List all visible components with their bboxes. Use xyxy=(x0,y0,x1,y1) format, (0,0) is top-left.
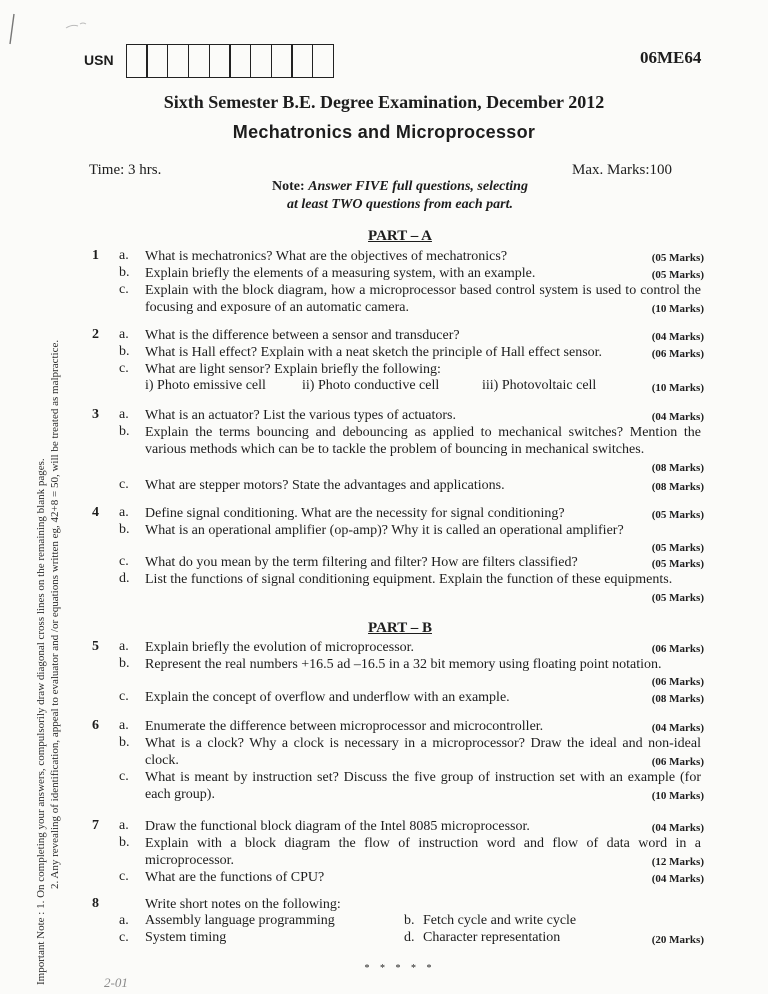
question-text: What do you mean by the term filtering and filter? How are filters classified? xyxy=(145,555,578,570)
question-text: Explain with the block diagram, how a microprocessor based control system is used to control the focusing and exposure of an automatic camera. xyxy=(145,283,701,315)
sub-label: c. xyxy=(119,869,129,884)
marks: (05 Marks) xyxy=(651,542,704,554)
marks: (05 Marks) xyxy=(651,269,704,281)
question-text: What is Hall effect? Explain with a neat sketch the principle of Hall effect sensor. xyxy=(145,345,603,360)
side-important-note xyxy=(34,225,62,985)
question-text: What is meant by instruction set? Discuss the five group of instruction set with an example (for each group). xyxy=(145,770,701,802)
marks: (04 Marks) xyxy=(651,411,704,423)
sub-label: b. xyxy=(119,265,130,280)
marks: (05 Marks) xyxy=(651,252,704,264)
usn-boxes[interactable] xyxy=(127,44,334,78)
usn-box[interactable] xyxy=(167,44,189,78)
question-number: 7 xyxy=(92,818,99,833)
part-b-heading: PART – B xyxy=(368,620,432,636)
note-prefix: Note: xyxy=(272,179,309,194)
question-text: Explain the terms bouncing and debouncing as applied to mechanical switches? Mention the various methods which can be to tackle the problem of bouncing in mechanical switches. xyxy=(145,425,701,457)
marks: (20 Marks) xyxy=(651,934,704,946)
marks: (06 Marks) xyxy=(651,676,704,688)
side-note-line-2: 2. Any revealing of identification, appeal to evaluator and /or equations written eg, 42+8 = 50, will be treated as malpractice. xyxy=(49,339,61,889)
question-text: What are light sensor? Explain briefly the following: xyxy=(145,362,441,377)
max-marks: Max. Marks:100 xyxy=(572,162,672,178)
sub-label: b. xyxy=(119,344,130,359)
sub-label: b. xyxy=(119,522,130,537)
marks: (04 Marks) xyxy=(651,722,704,734)
handwritten-mark: 2-01 xyxy=(104,975,128,990)
question-text: What is the difference between a sensor and transducer? xyxy=(145,328,460,343)
sub-label: a. xyxy=(119,407,129,422)
sub-label: b. xyxy=(119,656,130,671)
question-number: 1 xyxy=(92,248,99,263)
question-number: 5 xyxy=(92,639,99,654)
sub-label: d. xyxy=(404,930,415,945)
usn-box[interactable] xyxy=(126,44,148,78)
option-item: iii) Photovoltaic cell xyxy=(482,378,597,393)
subject-title: Mechatronics and Microprocessor xyxy=(232,122,536,142)
exam-title: Sixth Semester B.E. Degree Examination, December 2012 xyxy=(163,92,605,112)
marks: (05 Marks) xyxy=(651,592,704,604)
sub-label: a. xyxy=(119,718,129,733)
marks: (10 Marks) xyxy=(651,303,704,315)
question-text: Explain with a block diagram the flow of instruction word and flow of data word in a microprocessor. xyxy=(145,836,701,868)
sub-label: b. xyxy=(119,735,130,750)
option-item: Character representation xyxy=(423,930,561,945)
question-number: 4 xyxy=(92,505,99,520)
question-text: Explain briefly the evolution of microprocessor. xyxy=(145,640,415,655)
marks: (08 Marks) xyxy=(651,462,704,474)
sub-label: a. xyxy=(119,505,129,520)
sub-label: b. xyxy=(119,835,130,850)
sub-label: b. xyxy=(404,913,415,928)
question-text: What is an actuator? List the various types of actuators. xyxy=(145,408,457,423)
sub-label: c. xyxy=(119,769,129,784)
question-text: Draw the functional block diagram of the Intel 8085 microprocessor. xyxy=(145,819,530,834)
exam-duration: Time: 3 hrs. xyxy=(89,162,162,178)
sub-label: a. xyxy=(119,818,129,833)
marks: (08 Marks) xyxy=(651,481,704,493)
marks: (04 Marks) xyxy=(651,331,704,343)
usn-box[interactable] xyxy=(312,44,334,78)
note-line-2: at least TWO questions from each part. xyxy=(287,197,513,212)
question-text: What is a clock? Why a clock is necessary in a microprocessor? Draw the ideal and non-ideal clock. xyxy=(145,736,701,768)
sub-label: b. xyxy=(119,424,130,439)
part-a-heading: PART – A xyxy=(368,228,432,244)
side-note-line-1: Important Note : 1. On completing your answers, compulsorily draw diagonal cross lines on the remaining blank pages. xyxy=(35,458,47,985)
sub-label: c. xyxy=(119,554,129,569)
usn-box[interactable] xyxy=(291,44,313,78)
usn-box[interactable] xyxy=(229,44,251,78)
paper-code: 06ME64 xyxy=(640,48,702,67)
question-text: What is an operational amplifier (op-amp)? Why it is called an operational amplifier? xyxy=(145,523,624,538)
option-item: Assembly language programming xyxy=(145,913,335,928)
question-number: 3 xyxy=(92,407,99,422)
option-item: Fetch cycle and write cycle xyxy=(423,913,577,928)
note-line-1: Answer FIVE full questions, selecting xyxy=(308,179,528,194)
pen-scribble xyxy=(6,8,96,48)
marks: (06 Marks) xyxy=(651,348,704,360)
question-text: List the functions of signal conditioning equipment. Explain the function of these equipments. xyxy=(145,572,673,587)
sub-label: a. xyxy=(119,248,129,263)
instructions-note xyxy=(0,178,768,214)
question-text: Define signal conditioning. What are the necessity for signal conditioning? xyxy=(145,506,565,521)
sub-label: c. xyxy=(119,282,129,297)
marks: (04 Marks) xyxy=(651,822,704,834)
marks: (08 Marks) xyxy=(651,693,704,705)
option-item: System timing xyxy=(145,930,227,945)
usn-box[interactable] xyxy=(146,44,168,78)
question-text: What is mechatronics? What are the objectives of mechatronics? xyxy=(145,249,508,264)
question-number: 6 xyxy=(92,718,99,733)
usn-box[interactable] xyxy=(271,44,293,78)
sub-label: c. xyxy=(119,361,129,376)
sub-label: c. xyxy=(119,930,129,945)
question-text: Enumerate the difference between microprocessor and microcontroller. xyxy=(145,719,544,734)
sub-label: a. xyxy=(119,639,129,654)
question-number: 2 xyxy=(92,327,99,342)
usn-label: USN xyxy=(84,52,114,68)
sub-label: c. xyxy=(119,689,129,704)
question-text: What are the functions of CPU? xyxy=(145,870,325,885)
sub-label: a. xyxy=(119,913,129,928)
question-text: Represent the real numbers +16.5 ad –16.5 in a 32 bit memory using floating point notation. xyxy=(145,657,662,672)
marks: (04 Marks) xyxy=(651,873,704,885)
question-number: 8 xyxy=(92,896,99,911)
end-stars: * * * * * xyxy=(364,963,436,974)
question-text: Explain the concept of overflow and underflow with an example. xyxy=(145,690,510,705)
marks: (10 Marks) xyxy=(651,790,704,802)
marks: (05 Marks) xyxy=(651,558,704,570)
question-text: What are stepper motors? State the advantages and applications. xyxy=(145,478,505,493)
sub-label: c. xyxy=(119,477,129,492)
sub-label: a. xyxy=(119,327,129,342)
marks: (06 Marks) xyxy=(651,643,704,655)
sub-label: d. xyxy=(119,571,130,586)
usn-box[interactable] xyxy=(188,44,210,78)
option-item: ii) Photo conductive cell xyxy=(302,378,440,393)
marks: (12 Marks) xyxy=(651,856,704,868)
usn-box[interactable] xyxy=(209,44,231,78)
usn-box[interactable] xyxy=(250,44,272,78)
question-text: Write short notes on the following: xyxy=(145,897,341,912)
marks: (10 Marks) xyxy=(651,382,704,394)
marks: (06 Marks) xyxy=(651,756,704,768)
question-text: Explain briefly the elements of a measuring system, with an example. xyxy=(145,266,536,281)
marks: (05 Marks) xyxy=(651,509,704,521)
option-item: i) Photo emissive cell xyxy=(145,378,266,393)
